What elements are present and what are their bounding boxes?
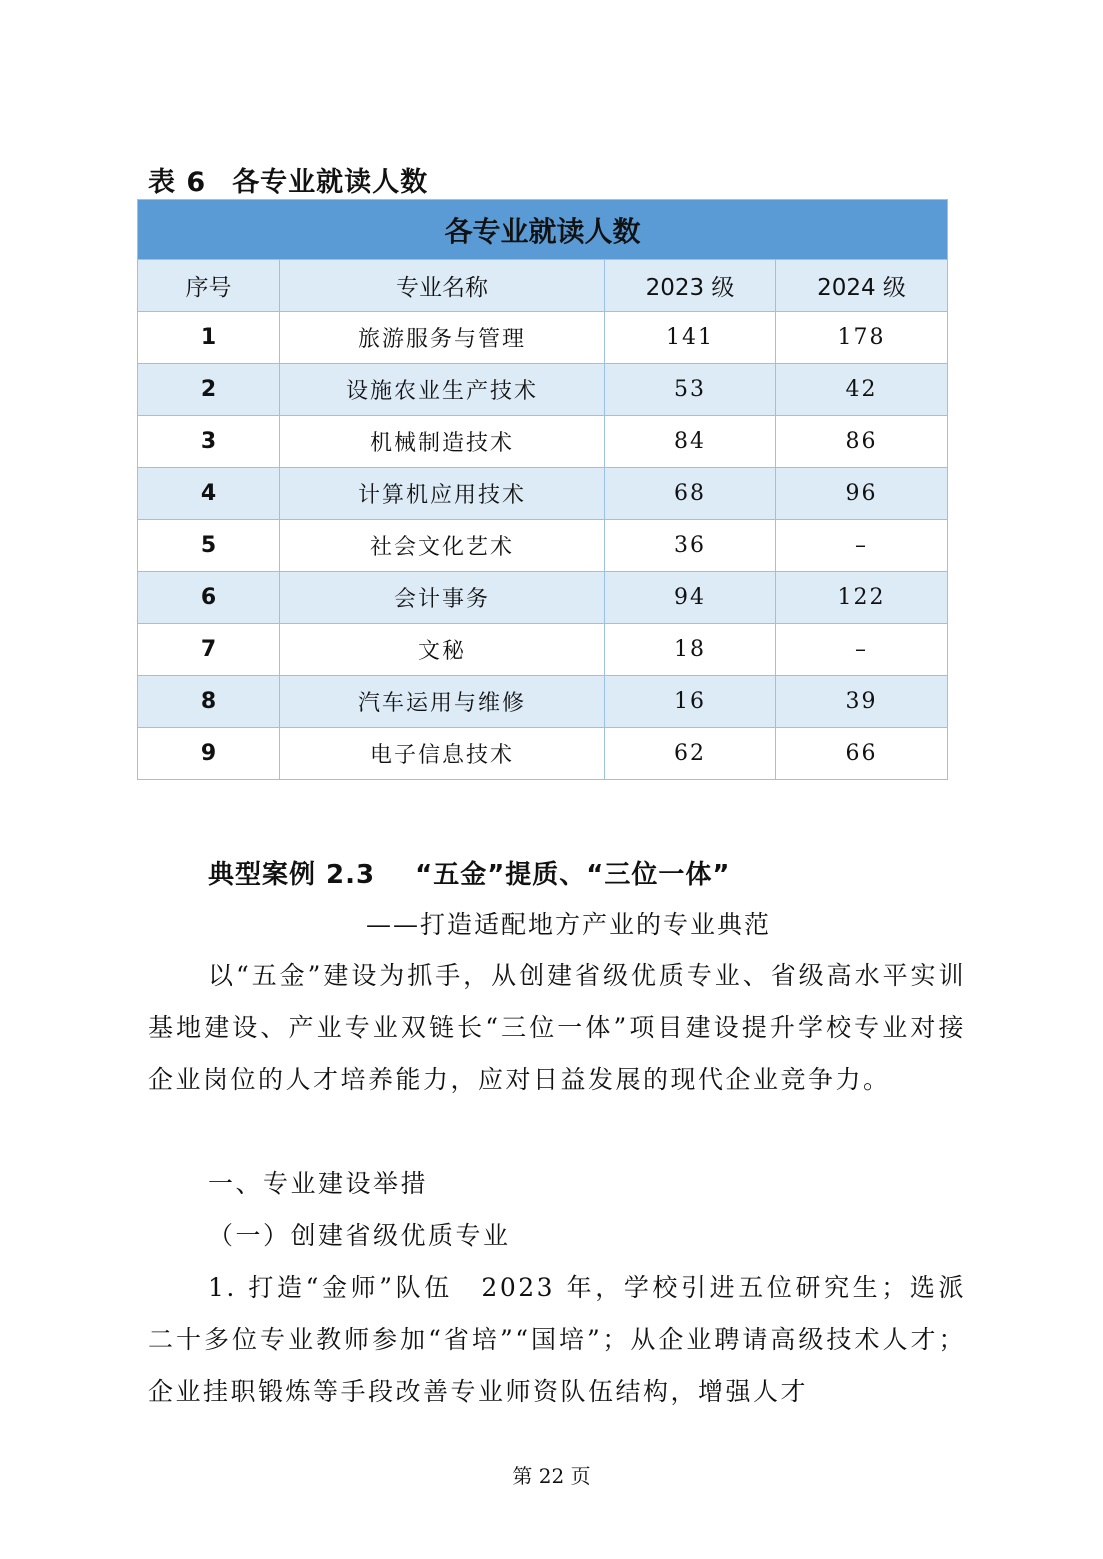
enrollment-table [137, 199, 948, 780]
table-number: 表 6 [148, 167, 207, 198]
intro-paragraph: 以“五金”建设为抓手，从创建省级优质专业、省级高水平实训基地建设、产业专业双链长“三位一体”项目建设提升学校专业对接企业岗位的人才培养能力，应对日益发展的现代企业竞争力。 [148, 961, 966, 1094]
cell-major: 会计事务 [280, 572, 605, 624]
cell-major: 设施农业生产技术 [280, 364, 605, 416]
cell-index: 8 [138, 676, 280, 728]
cell-major: 旅游服务与管理 [280, 312, 605, 364]
table-title: 各专业就读人数 [138, 200, 948, 260]
table-row [138, 312, 948, 364]
cell-2024: 178 [776, 312, 948, 364]
case-subtitle: ——打造适配地方产业的专业典范 [366, 910, 772, 939]
table-row [138, 468, 948, 520]
table-header-row [138, 260, 948, 312]
header-index: 序号 [138, 260, 280, 312]
item-paragraph: 1. 打造“金师”队伍 2023 年，学校引进五位研究生；选派二十多位专业教师参加“省培”“国培”；从企业聘请高级技术人才；企业挂职锻炼等手段改善专业师资队伍结构，增强人才 [148, 1273, 966, 1406]
cell-index: 1 [138, 312, 280, 364]
cell-index: 3 [138, 416, 280, 468]
header-2023: 2023 级 [605, 260, 776, 312]
cell-2023: 18 [605, 624, 776, 676]
table-caption-title: 各专业就读人数 [232, 167, 429, 198]
cell-2024: 66 [776, 728, 948, 780]
table-row [138, 728, 948, 780]
cell-2024: 39 [776, 676, 948, 728]
header-major: 专业名称 [280, 260, 605, 312]
cell-index: 9 [138, 728, 280, 780]
section-block [148, 1158, 966, 1418]
cell-2023: 53 [605, 364, 776, 416]
table-row [138, 364, 948, 416]
cell-2024: 122 [776, 572, 948, 624]
cell-2024: 96 [776, 468, 948, 520]
cell-major: 机械制造技术 [280, 416, 605, 468]
cell-2023: 16 [605, 676, 776, 728]
cell-index: 5 [138, 520, 280, 572]
cell-index: 7 [138, 624, 280, 676]
cell-major: 社会文化艺术 [280, 520, 605, 572]
cell-2023: 68 [605, 468, 776, 520]
table-row [138, 416, 948, 468]
section-heading: 一、专业建设举措 [208, 1169, 429, 1198]
cell-major: 电子信息技术 [280, 728, 605, 780]
page-number: 第 22 页 [512, 1464, 591, 1488]
table-row [138, 572, 948, 624]
table-caption [148, 160, 428, 199]
cell-2024: – [776, 520, 948, 572]
intro-block [148, 950, 966, 1106]
cell-2024: 86 [776, 416, 948, 468]
cell-major: 计算机应用技术 [280, 468, 605, 520]
cell-index: 6 [138, 572, 280, 624]
case-heading [208, 854, 730, 891]
cell-2024: 42 [776, 364, 948, 416]
case-title: “五金”提质、“三位一体” [415, 860, 731, 890]
subsection-heading: （一）创建省级优质专业 [208, 1221, 511, 1250]
cell-major: 汽车运用与维修 [280, 676, 605, 728]
header-2024: 2024 级 [776, 260, 948, 312]
case-label: 典型案例 2.3 [208, 860, 376, 890]
table-row [138, 624, 948, 676]
cell-2023: 36 [605, 520, 776, 572]
cell-2023: 141 [605, 312, 776, 364]
cell-2024: – [776, 624, 948, 676]
cell-major: 文秘 [280, 624, 605, 676]
cell-2023: 84 [605, 416, 776, 468]
table-title-row [138, 200, 948, 260]
cell-index: 4 [138, 468, 280, 520]
table-row [138, 520, 948, 572]
cell-index: 2 [138, 364, 280, 416]
table-row [138, 676, 948, 728]
cell-2023: 94 [605, 572, 776, 624]
cell-2023: 62 [605, 728, 776, 780]
